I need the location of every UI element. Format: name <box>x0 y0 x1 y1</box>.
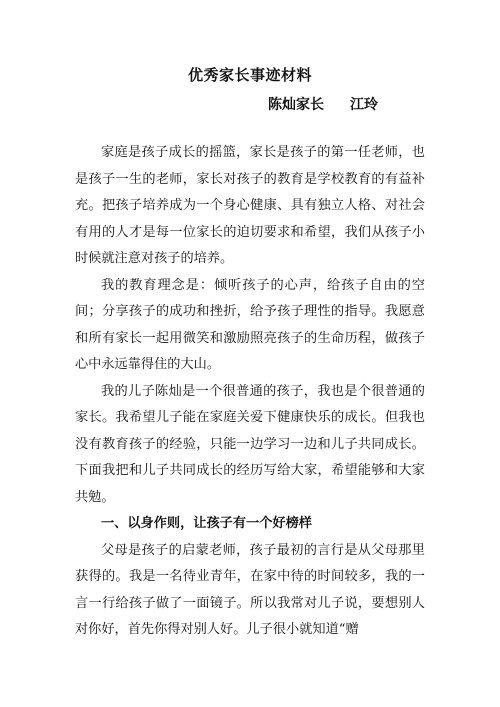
author-name: 江玲 <box>350 97 378 113</box>
document-title: 优秀家长事迹材料 <box>187 66 312 84</box>
document-body <box>75 140 425 644</box>
paragraph-section1: 父母是孩子的启蒙老师，孩子最初的言行是从父母那里获得的。我是一名待业青年，在家中待的时间较多，我的一言一行给孩子做了一面镜子。所以我常对儿子说，要想别人对你好，首先你得对别人好。儿子很小就知道“赠 <box>75 542 425 637</box>
section-heading: 一、以身作则，让孩子有一个好榜样 <box>101 516 312 531</box>
author-role: 陈灿家长 <box>268 97 324 113</box>
paragraph-son: 我的儿子陈灿是一个很普通的孩子，我也是个很普通的家长。我希望儿子能在家庭关爱下健康快乐的成长。但我也没有教育孩子的经验，只能一边学习一边和儿子共同成长。下面我把和儿子共同成长的经历写给大家，希望能够和大家共勉。 <box>75 383 425 505</box>
paragraph-philosophy: 我的教育理念是：倾听孩子的心声，给孩子自由的空间；分享孩子的成功和挫折，给予孩子理性的指导。我愿意和所有家长一起用微笑和激励照亮孩子的生命历程，做孩子心中永远靠得住的大山。 <box>75 277 425 372</box>
author-line <box>268 94 378 114</box>
paragraph-intro: 家庭是孩子成长的摇篮，家长是孩子的第一任老师，也是孩子一生的老师，家长对孩子的教育是学校教育的有益补充。把孩子培养成为一个身心健康、具有独立人格、对社会有用的人才是每一位家长的迫切要求和希望，我们从孩子小时候就注意对孩子的培养。 <box>75 145 425 266</box>
